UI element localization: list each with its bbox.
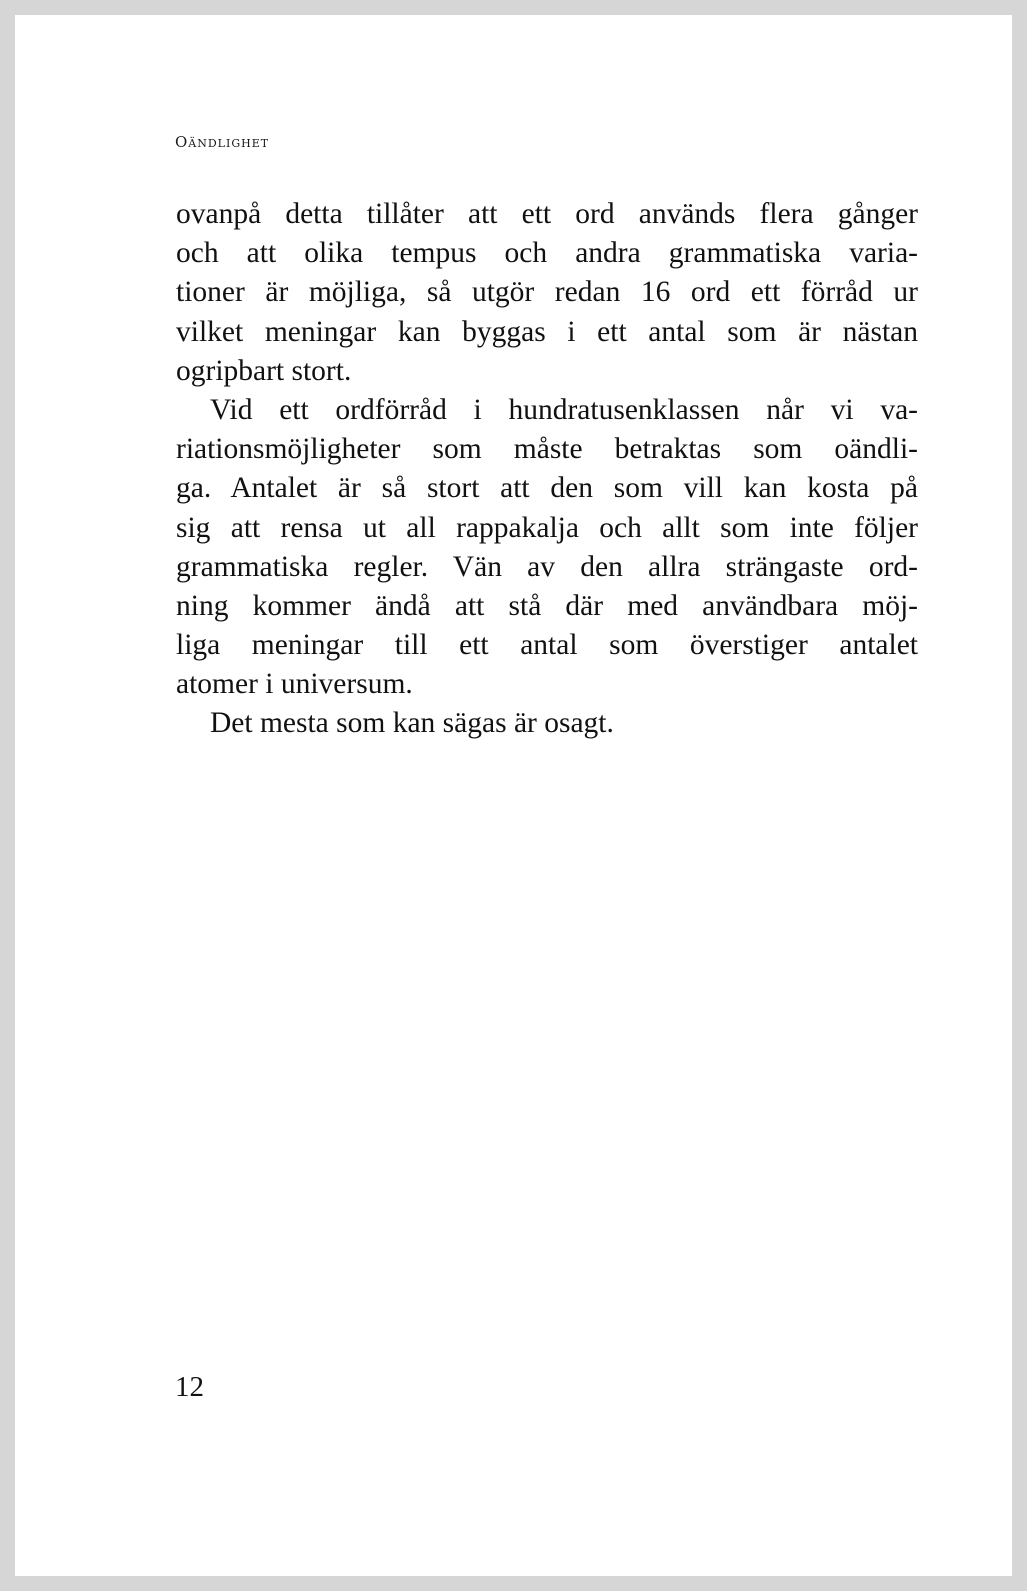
text-line: sig att rensa ut all rappakalja och allt som inte följer <box>176 511 918 544</box>
paragraph-1 <box>176 195 918 391</box>
text-line: riationsmöjligheter som måste betraktas som oändli- <box>176 433 918 466</box>
book-page <box>15 15 1012 1576</box>
paragraph-3 <box>176 704 918 743</box>
text-line: ogripbart stort. <box>176 354 352 387</box>
text-line: ovanpå detta tillåter att ett ord används flera gånger <box>176 198 918 230</box>
paragraph-2 <box>176 391 918 705</box>
text-line: och att olika tempus och andra grammatiska varia- <box>176 237 918 270</box>
text-line: tioner är möjliga, så utgör redan 16 ord ett förråd ur <box>176 276 918 309</box>
running-head: Oändlighet <box>175 133 270 151</box>
text-line: Det mesta som kan sägas är osagt. <box>210 707 614 740</box>
text-line: ning kommer ändå att stå där med användbara möj- <box>176 589 918 622</box>
text-line: ga. Antalet är så stort att den som vill kan kosta på <box>176 472 918 505</box>
page-number: 12 <box>175 1371 204 1403</box>
text-line: liga meningar till ett antal som överstiger antalet <box>176 629 918 662</box>
body-text <box>176 195 918 744</box>
text-line: Vid ett ordförråd i hundratusenklassen når vi va- <box>210 393 918 426</box>
text-line: atomer i universum. <box>176 668 413 701</box>
text-line: grammatiska regler. Vän av den allra strängaste ord- <box>176 550 918 583</box>
text-line: vilket meningar kan byggas i ett antal som är nästan <box>176 315 918 348</box>
